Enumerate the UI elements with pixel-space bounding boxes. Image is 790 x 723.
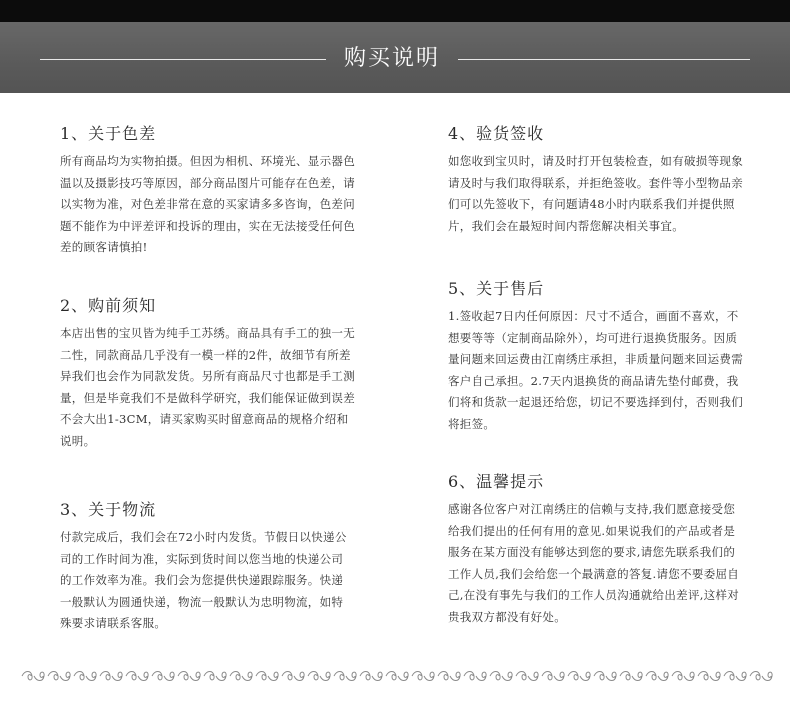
section-heading: 3、关于物流 bbox=[60, 500, 157, 519]
page-title: 购买说明 bbox=[343, 46, 440, 71]
banner-rule-left bbox=[40, 59, 326, 60]
top-dark-bar bbox=[0, 0, 790, 22]
section-heading: 1、关于色差 bbox=[60, 124, 157, 143]
section-heading: 6、温馨提示 bbox=[448, 472, 545, 491]
section-heading: 4、验货签收 bbox=[448, 124, 545, 143]
section-after-sales bbox=[448, 278, 744, 435]
section-heading: 2、购前须知 bbox=[60, 296, 157, 315]
section-logistics bbox=[60, 499, 350, 635]
section-color-difference bbox=[60, 123, 356, 259]
section-body: 1.签收起7日内任何原因：尺寸不适合，画面不喜欢，不想要等等（定制商品除外），均可进行退换货服务。因质量问题来回运费由江南绣庄承担，非质量问题来回运费需客户自己承担。2.7天内退换货的商品请先垫付邮费，我们将和货款一起退还给您，切记不要选择到付，否则我们将拒签。 bbox=[448, 309, 743, 431]
section-friendly-reminder bbox=[448, 471, 744, 628]
section-body: 所有商品均为实物拍摄。但因为相机、环境光、显示器色温以及摄影技巧等原因，部分商品图片可能存在色差，请以实物为准，对色差非常在意的买家请多多咨询，色差问题不能作为中评差评和投诉的理由，实在无法接受任何色差的顾客请慎拍! bbox=[60, 154, 355, 254]
scroll-ornament-divider bbox=[20, 668, 774, 684]
section-pre-purchase-notes bbox=[60, 295, 356, 452]
section-body: 付款完成后，我们会在72小时内发货。节假日以快递公司的工作时间为准，实际到货时间以您当地的快递公司的工作效率为准。我们会为您提供快递跟踪服务。快递一般默认为圆通快递，物流一般默认为忠明物流，如特殊要求请联系客服。 bbox=[60, 530, 347, 630]
banner-rule-right bbox=[458, 59, 750, 60]
section-body: 感谢各位客户对江南绣庄的信赖与支持,我们愿意接受您给我们提出的任何有用的意见.如果说我们的产品或者是服务在某方面没有能够达到您的要求,请您先联系我们的工作人员,我们会给您一个最满意的答复.请您不要委屈自己,在没有事先与我们的工作人员沟通就给出差评,这样对贵我双方都没有好处。 bbox=[448, 502, 740, 624]
header-banner bbox=[0, 22, 790, 93]
section-body: 如您收到宝贝时，请及时打开包装检查，如有破损等现象请及时与我们取得联系，并拒绝签收。套件等小型物品亲们可以先签收下，有问题请48小时内联系我们并提供照片，我们会在最短时间内帮您解决相关事宜。 bbox=[448, 154, 743, 233]
section-body: 本店出售的宝贝皆为纯手工苏绣。商品具有手工的独一无二性，同款商品几乎没有一模一样的2件，故细节有所差异我们也会作为同款发货。另所有商品尺寸也都是手工测量，但是毕竟我们不是做科学研究，我们能保证做到误差不会大出1-3CM，请买家购买时留意商品的规格介绍和说明。 bbox=[60, 326, 355, 448]
section-heading: 5、关于售后 bbox=[448, 279, 545, 298]
section-inspection-receipt bbox=[448, 123, 744, 237]
